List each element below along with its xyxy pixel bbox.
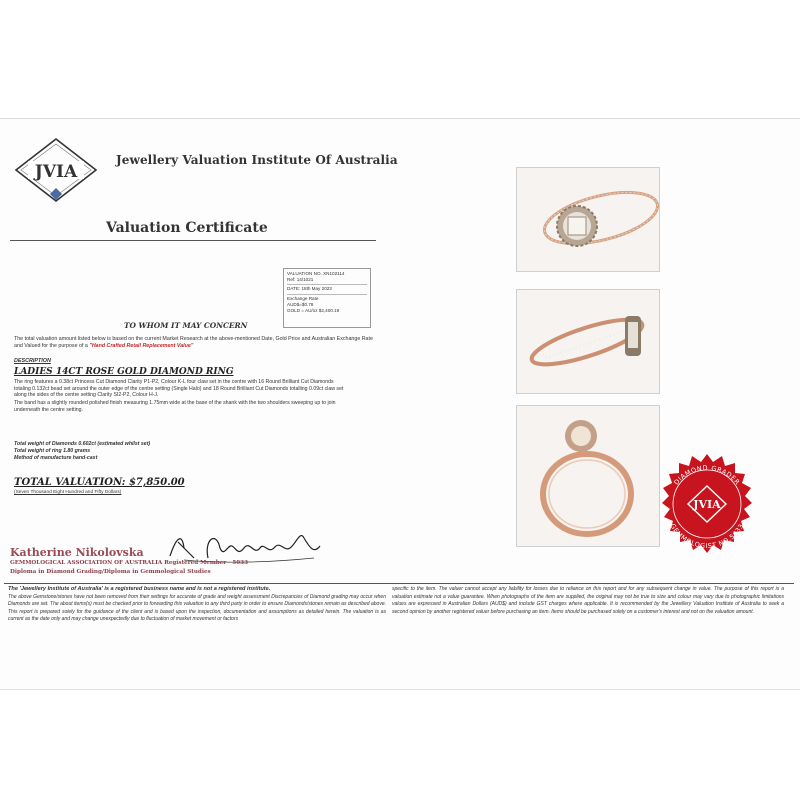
ring-photo-front xyxy=(516,405,660,547)
exchange-rate-value: AUD$=$0.78 xyxy=(287,301,314,307)
seal-center-text: JVIA xyxy=(693,498,721,511)
ring-photo-side xyxy=(516,289,660,394)
total-valuation: TOTAL VALUATION: $7,850.00 xyxy=(14,477,185,488)
disclaimer-left xyxy=(8,586,386,624)
description-paragraph: The band has a slightly rounded polished finish measuring 1.75mm wide at the base of the shank with the two shoulders sweeping up to join underneath the centre setting. xyxy=(14,400,336,413)
valuation-purpose: "Hand Crafted Retail Replacement Value" xyxy=(89,342,194,349)
ring-photo-top xyxy=(516,167,660,272)
certificate-title: Valuation Certificate xyxy=(106,220,268,236)
footer-divider xyxy=(4,583,794,584)
seal-bottom-text: GEMMOLOGIST NO.5033 xyxy=(668,522,746,551)
ref-divider xyxy=(287,294,367,295)
valuer-name: Katherine Nikolovska xyxy=(10,546,144,559)
description-body xyxy=(14,379,344,415)
addressee: TO WHOM IT MAY CONCERN xyxy=(124,321,248,330)
valuer-diploma: Diploma in Diamond Grading/Diploma in Gemmological Studies xyxy=(10,569,211,575)
title-divider xyxy=(10,240,376,241)
logo-text: JVIA xyxy=(34,162,78,182)
valuation-date: DATE: 18th May 2023 xyxy=(287,286,332,292)
totals-block xyxy=(14,441,150,462)
valuation-number: VALUATION NO. XN102114 xyxy=(287,271,345,276)
ref-divider xyxy=(287,284,367,285)
intro-text: The total valuation amount listed below is based on the current Market Research at the above-mentioned Date, Gold Price and Australian Exchange Rate and Valued for the purpose of a xyxy=(14,336,373,349)
institute-name: Jewellery Valuation Institute Of Australia xyxy=(116,153,398,167)
gemmological-association: GEMMOLOGICAL ASSOCIATION OF AUSTRALIA Registered Member - 5033 xyxy=(10,560,248,566)
disclaimer-right: specific to the item. The valuer cannot accept any liability for losses due to reliance on this report and for any subsequent change in value. The purpose of this report is a valuation estimate not a value guarantee. When photographs of the item are supplied, the original may not be true to size and colour may vary due to photographic limitations values are expressed in Australian Dollars (AUD$) and include GST charges where applicable. It is recommended by the Jewellery Valuation Institute of Australia to seek a second opinion by another registered valuer before purchasing an item. Items should be purchased solely on a customer's interest and not on the valuation amount. xyxy=(392,586,784,615)
exchange-rate-label: Exchange Rate xyxy=(287,295,319,301)
total-ring-weight: Total weight of ring 1.80 grams xyxy=(14,448,91,455)
description-heading: DESCRIPTION xyxy=(14,358,51,364)
item-title: LADIES 14CT ROSE GOLD DIAMOND RING xyxy=(14,367,234,377)
diamond-grader-seal xyxy=(652,452,762,562)
intro-paragraph xyxy=(14,336,374,349)
disclaimer-heading: The 'Jewellery Institute of Australia' is a registered business name and is not a registered institute. xyxy=(8,586,271,592)
description-paragraph: The ring features a 0.38ct Princess Cut Diamond Clarity P1-P2, Colour K-L four claw set in the centre with 16 Round Brilliant Cut Diamonds totaling 0.132ct bead set around the outer edge of the centre setting (Single Halo) and 18 Round Brilliant Cut Diamonds totalling 0.09ct claw set along the sides of the centre setting Clarity SI2-P2, Colour H-J. xyxy=(14,379,344,399)
total-valuation-words: (Seven Thousand Eight Hundred and Fifty Dollars) xyxy=(14,490,122,495)
disclaimer-text: The above Gemstone/stones have not been removed from their settings for accurate of grade and weight assessment Discrepancies of Diamond grading may occur when Diamonds are set. The about items(s) must be checked prior to forwarding this valuation to any third party in order to ensure Diamonds/stones remain as described above. This report is prepared solely for the guidance of the client and is based upon the inspection, documentation and assumptions as detailed herein. The valuation is as current as the date only and may change unexpectedly due to fluctuation of market movement or factors xyxy=(8,593,386,623)
manufacture-method: Method of manufacture hand-cast xyxy=(14,455,98,462)
total-diamond-weight: Total weight of Diamonds 0.602ct (estimated whilst set) xyxy=(14,441,151,447)
jvia-logo xyxy=(12,136,100,206)
gold-price: GOLD = AU/oz $2,400.19 xyxy=(287,308,340,314)
seal-top-text: DIAMOND GRADER xyxy=(672,463,742,487)
reference-box xyxy=(283,268,371,328)
reference-number: Ref: 14/1021 xyxy=(287,277,314,283)
